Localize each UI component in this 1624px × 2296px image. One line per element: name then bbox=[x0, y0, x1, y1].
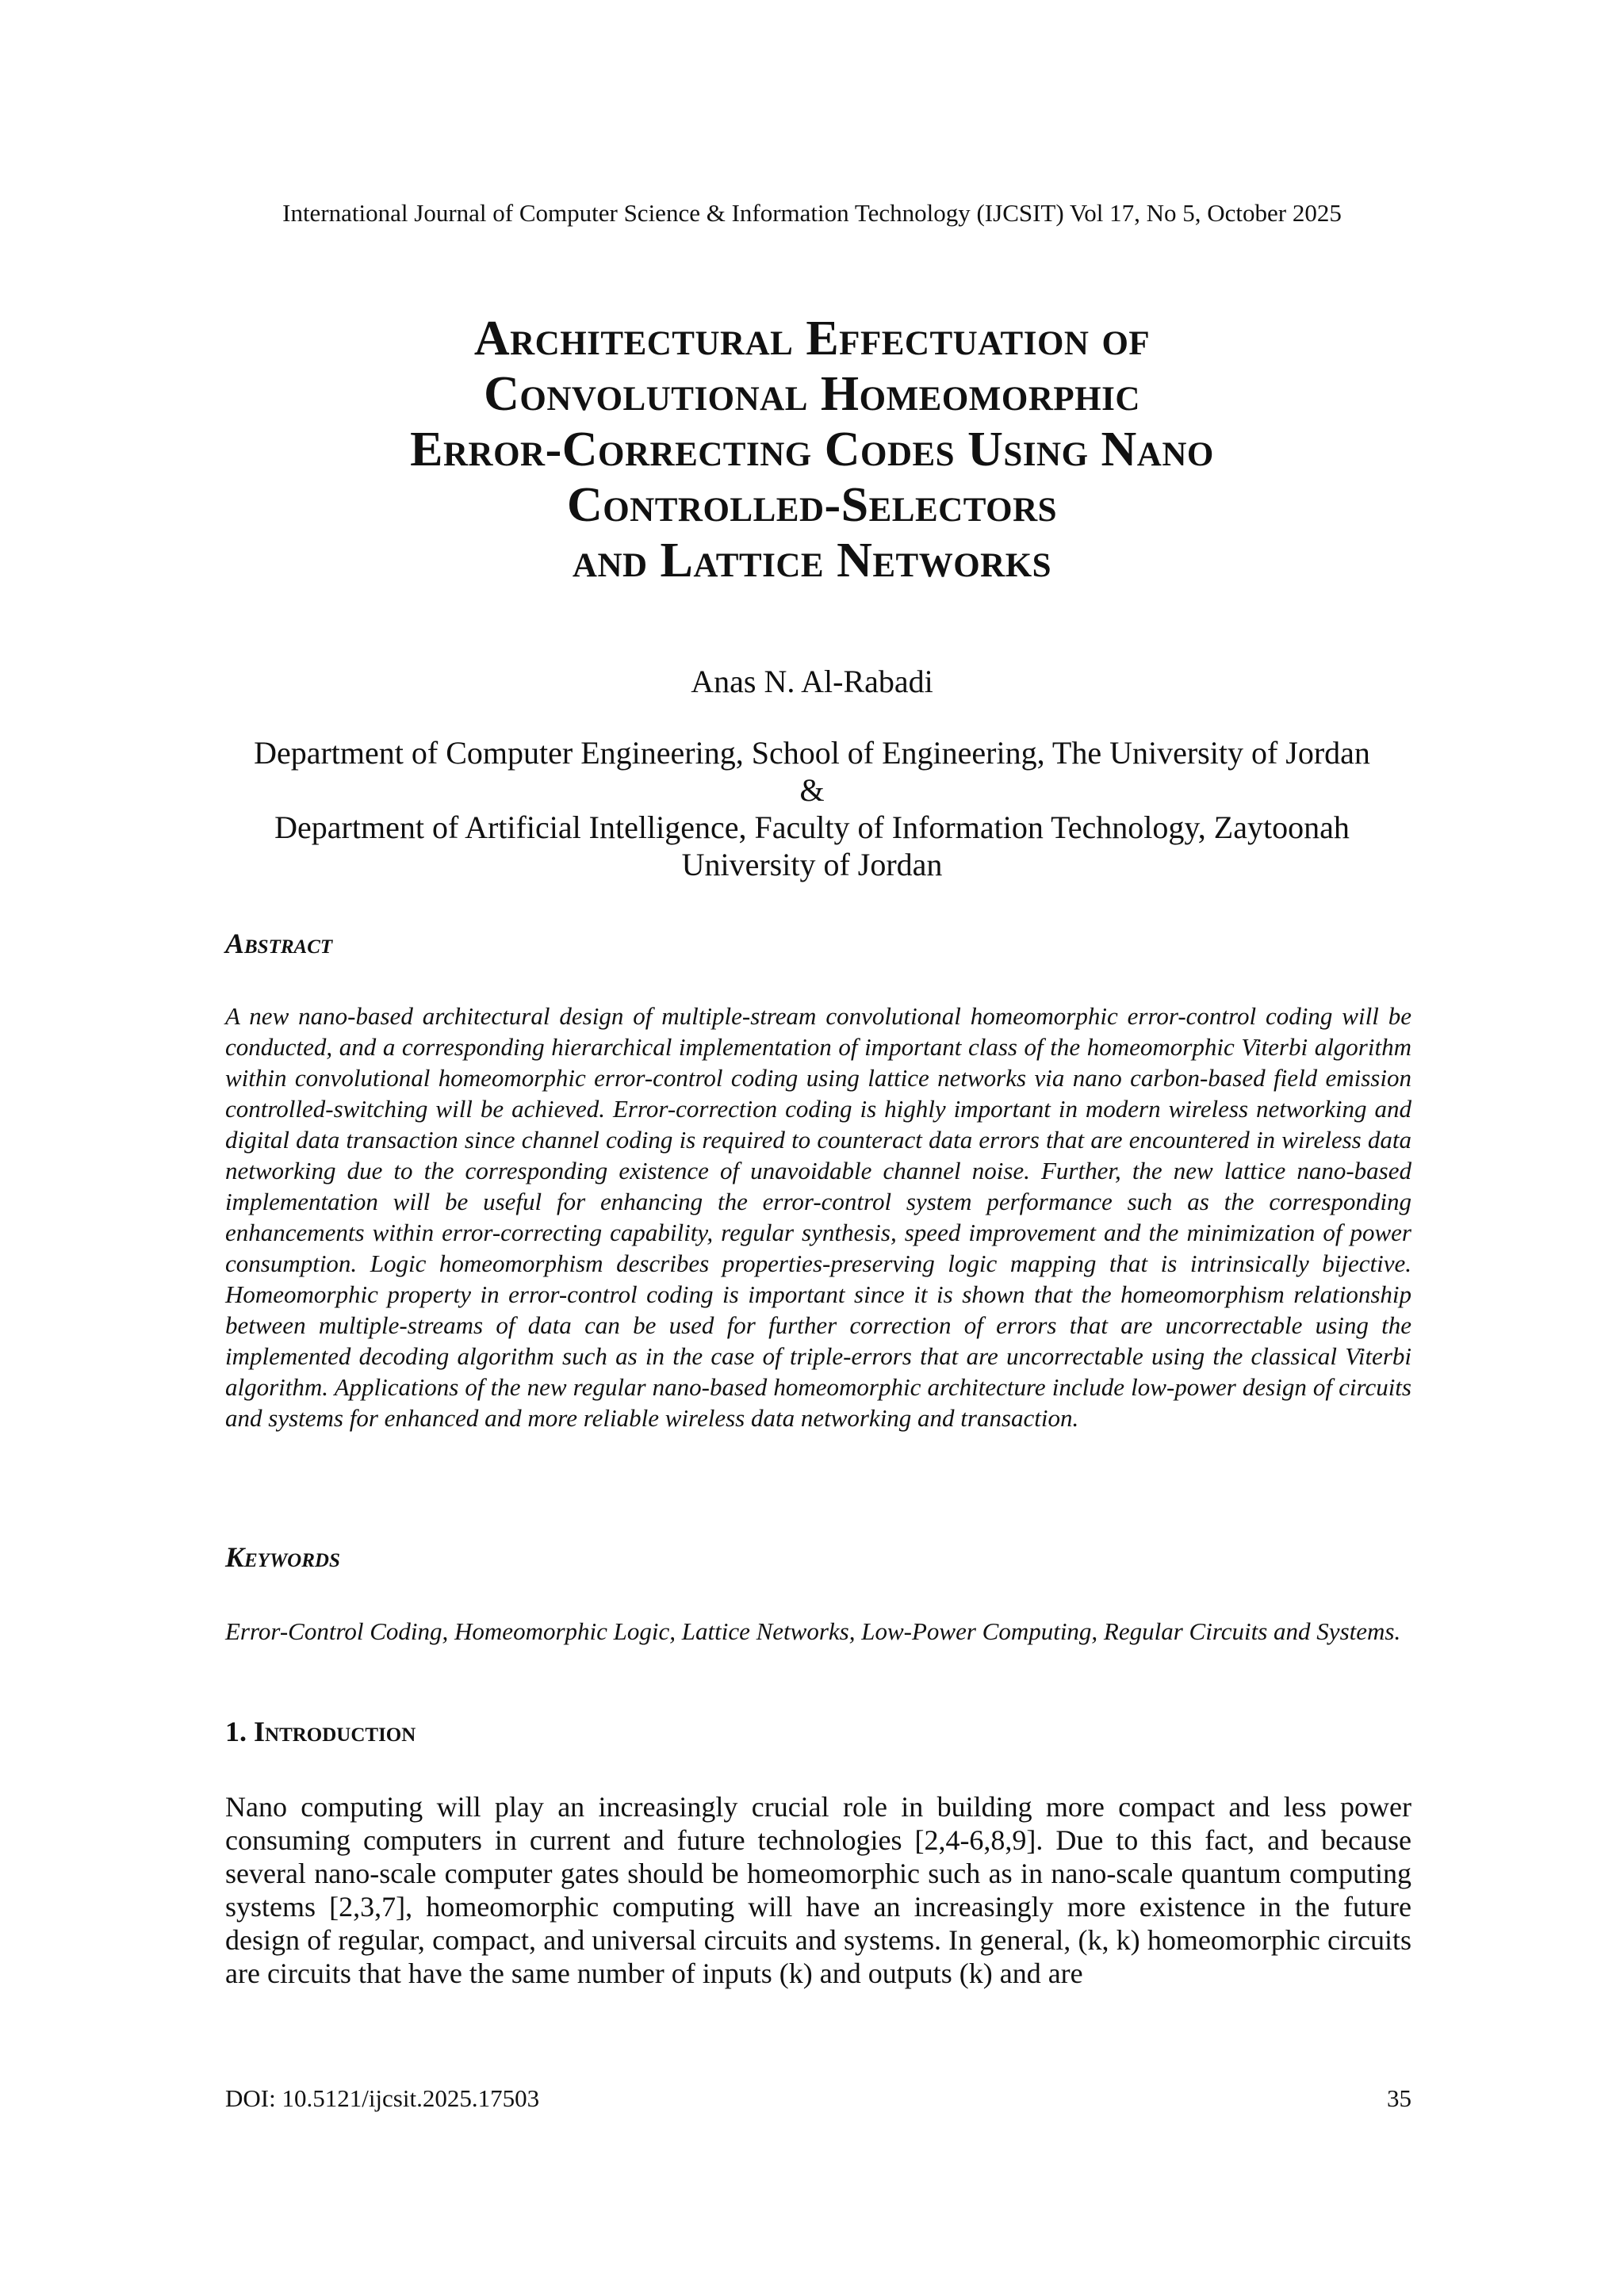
affiliation-line: & bbox=[799, 772, 825, 808]
title-line: Controlled-Selectors bbox=[566, 478, 1058, 532]
author-name: Anas N. Al-Rabadi bbox=[691, 664, 933, 699]
author-affiliation bbox=[206, 734, 1418, 883]
abstract-text: A new nano-based architectural design of multiple-stream convolutional homeomorphic error-control coding will be conducted, and a corresponding hierarchical implementation of important class of the homeomorphic Viterbi algorithm within convolutional homeomorphic error-control coding using lattice networks via nano carbon-based field emission controlled-switching will be achieved. Error-correction coding is highly important in modern wireless networking and digital data transaction since channel coding is required to counteract data errors that are encountered in wireless data networking due to the corresponding existence of unavoidable channel noise. Further, the new lattice nano-based implementation will be useful for enhancing the error-control system performance such as the corresponding enhancements within error-correcting capability, regular synthesis, speed improvement and the minimization of power consumption. Logic homeomorphism describes properties-preserving logic mapping that is intrinsically bijective. Homeomorphic property in error-control coding is important since it is shown that the homeomorphism relationship between multiple-streams of data can be used for further correction of errors that are uncorrectable using the implemented decoding algorithm such as in the case of triple-errors that are uncorrectable using the classical Viterbi algorithm. Applications of the new regular nano-based homeomorphic architecture include low-power design of circuits and systems for enhanced and more reliable wireless data networking and transaction. bbox=[225, 1002, 1411, 1432]
title-line: Error-Correcting Codes Using Nano bbox=[410, 423, 1214, 476]
title-line: Convolutional Homeomorphic bbox=[484, 367, 1140, 421]
affiliation-line: Department of Artificial Intelligence, Faculty of Information Technology, Zaytoonah bbox=[274, 809, 1350, 845]
title-line: and Lattice Networks bbox=[572, 534, 1052, 587]
abstract-heading: Abstract bbox=[225, 928, 333, 959]
keywords-text: Error-Control Coding, Homeomorphic Logic, Lattice Networks, Low-Power Computing, Regular Circuits and Systems. bbox=[225, 1617, 1401, 1645]
affiliation-line: University of Jordan bbox=[681, 847, 943, 882]
doi-link[interactable]: DOI: 10.5121/ijcsit.2025.17503 bbox=[225, 2084, 540, 2112]
page-number: 35 bbox=[1387, 2084, 1411, 2112]
paper-title bbox=[190, 311, 1434, 588]
journal-header: International Journal of Computer Science & Information Technology (IJCSIT) Vol 17, No 5, October 2025 bbox=[282, 199, 1342, 227]
introduction-heading: 1. Introduction bbox=[225, 1716, 416, 1747]
affiliation-line: Department of Computer Engineering, School of Engineering, The University of Jordan bbox=[254, 735, 1370, 771]
introduction-text: Nano computing will play an increasingly crucial role in building more compact and less power consuming computers in current and future technologies [2,4-6,8,9]. Due to this fact, and because several nano-scale computer gates should be homeomorphic such as in nano-scale quantum computing systems [2,3,7], homeomorphic computing will have an increasingly more existence in the future design of regular, compact, and universal circuits and systems. In general, (k, k) homeomorphic circuits are circuits that have the same number of inputs (k) and outputs (k) and are bbox=[225, 1791, 1411, 1989]
title-line: Architectural Effectuation of bbox=[473, 312, 1151, 365]
keywords-heading: Keywords bbox=[225, 1541, 340, 1573]
